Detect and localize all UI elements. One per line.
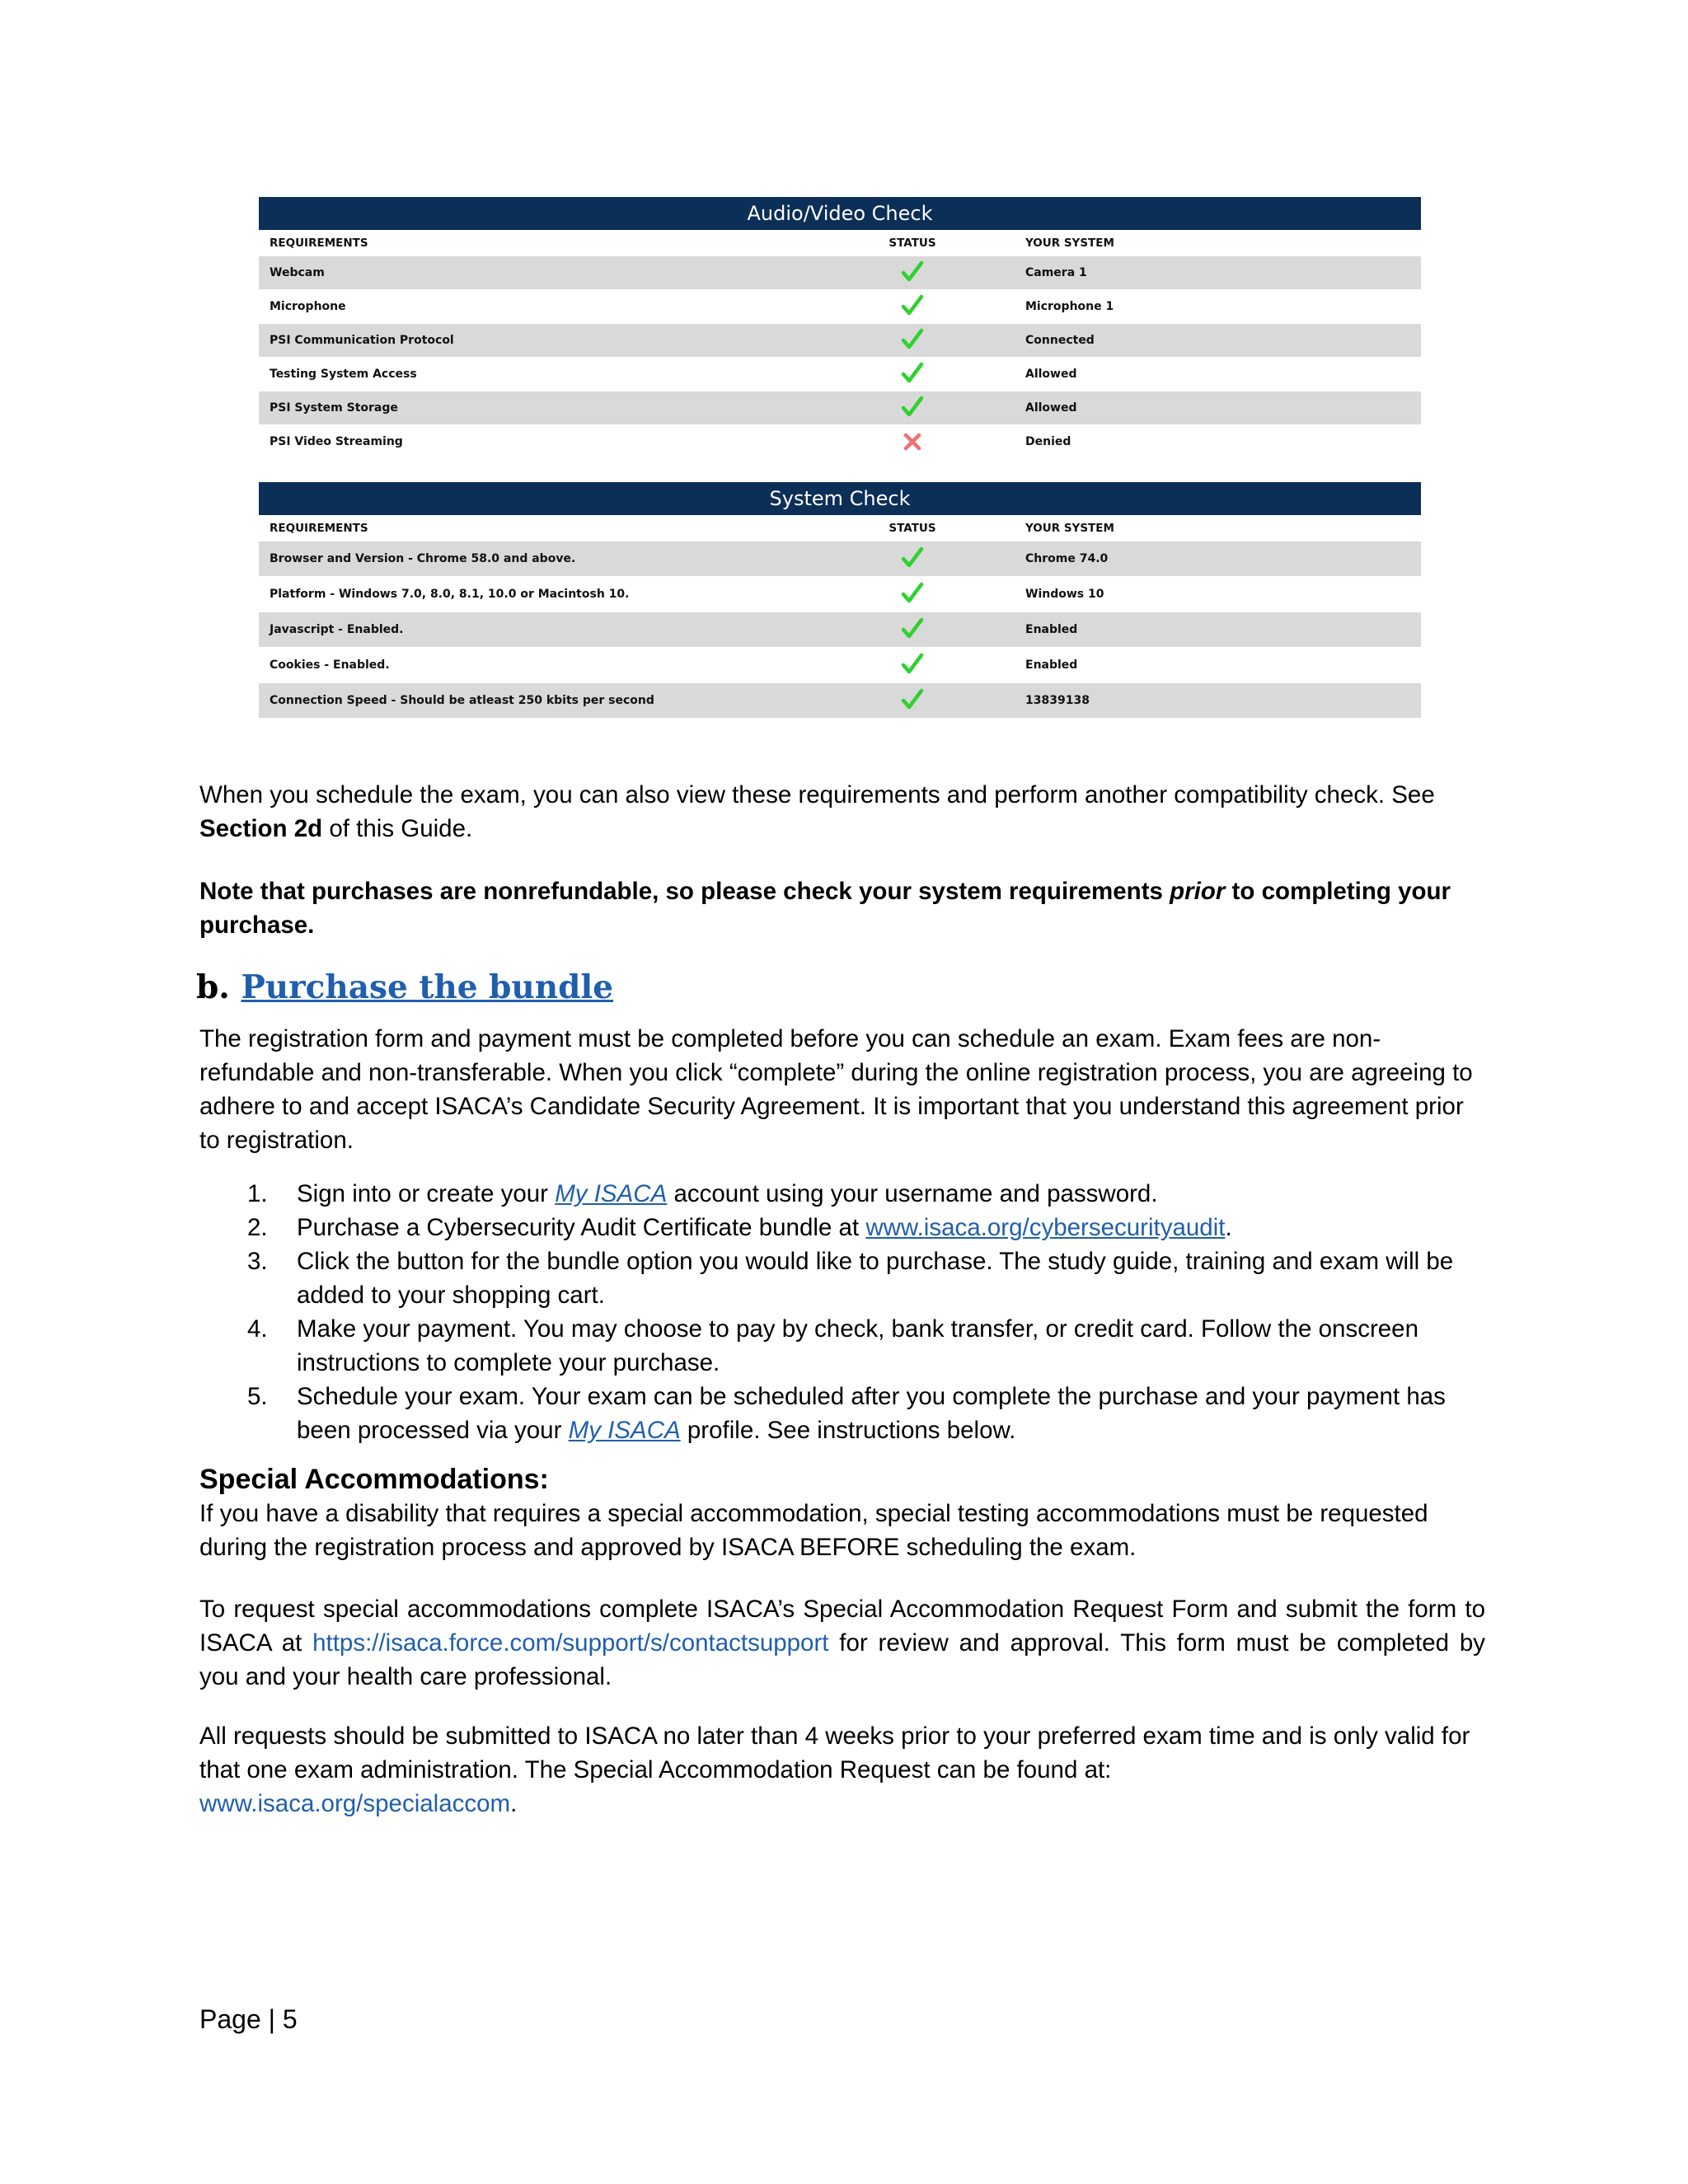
- your-system-cell: Microphone 1: [1025, 300, 1114, 313]
- check-row: [259, 683, 1421, 718]
- checkmark-icon: [898, 581, 926, 606]
- check-row: [259, 541, 1421, 576]
- list-item: [247, 1244, 1492, 1312]
- special-accommodations-paragraph-3: [199, 1719, 1485, 1821]
- checkmark-icon: [898, 293, 926, 318]
- special-accom-link[interactable]: www.isaca.org/specialaccom: [199, 1790, 511, 1817]
- status-cell: [834, 687, 991, 715]
- your-system-cell: Connected: [1025, 334, 1095, 347]
- step-text-part: .: [1225, 1214, 1232, 1241]
- step-number: 5.: [247, 1383, 268, 1410]
- requirement-cell: Microphone: [270, 300, 346, 313]
- contact-support-link[interactable]: https://isaca.force.com/support/s/contactsupport: [312, 1629, 829, 1657]
- step-text-part: Sign into or create your: [297, 1180, 556, 1207]
- section-reference: Section 2d: [199, 815, 323, 842]
- checkmark-icon: [898, 327, 926, 352]
- your-system-cell: Enabled: [1025, 623, 1078, 636]
- system-check-title: System Check: [259, 482, 1421, 515]
- status-cell: [834, 429, 991, 455]
- status-cell: [834, 260, 991, 287]
- step-text: [297, 1211, 1492, 1244]
- requirement-cell: Browser and Version - Chrome 58.0 and above.: [270, 552, 576, 565]
- status-cell: [834, 293, 991, 321]
- requirement-cell: Webcam: [270, 266, 325, 279]
- p2-text-end: for review and approval. This form must be completed by you and your health care professional.: [199, 1629, 1485, 1690]
- special-accommodations-paragraph-2: [199, 1592, 1485, 1694]
- status-cell: [834, 361, 991, 388]
- checkmark-icon: [898, 652, 926, 677]
- check-row: [259, 256, 1421, 289]
- your-system-cell: 13839138: [1025, 694, 1090, 707]
- step-number: 4.: [247, 1315, 268, 1343]
- checkmark-icon: [898, 260, 926, 284]
- requirement-cell: PSI Video Streaming: [270, 435, 403, 448]
- cybersecurity-audit-link[interactable]: www.isaca.org/cybersecurityaudit: [865, 1214, 1226, 1241]
- requirement-cell: PSI System Storage: [270, 401, 398, 415]
- check-row: [259, 324, 1421, 357]
- your-system-cell: Allowed: [1025, 368, 1077, 381]
- checkmark-icon: [898, 546, 926, 570]
- checkmark-icon: [898, 361, 926, 386]
- checkmark-icon: [898, 687, 926, 712]
- requirement-cell: Javascript - Enabled.: [270, 623, 404, 636]
- status-cell: [834, 327, 991, 354]
- step-number: 1.: [247, 1180, 268, 1207]
- list-item: [247, 1312, 1492, 1380]
- note-text-end: to completing your purchase.: [199, 878, 1451, 939]
- intro-text: When you schedule the exam, you can also view these requirements and perform another compatibility check. See: [199, 781, 1435, 808]
- requirement-cell: Cookies - Enabled.: [270, 658, 390, 672]
- audio-video-check-table: [259, 197, 1421, 459]
- p3-text: All requests should be submitted to ISACA no later than 4 weeks prior to your preferred exam time and is only valid for that one exam administration. The Special Accommodation Request can be found at:: [199, 1722, 1470, 1783]
- status-cell: [834, 395, 991, 422]
- step-text: [297, 1380, 1492, 1447]
- step-text-part: account using your username and password.: [667, 1180, 1158, 1207]
- my-isaca-link[interactable]: My ISACA: [568, 1417, 681, 1444]
- intro-text-end: of this Guide.: [322, 815, 473, 842]
- system-check-table: [259, 482, 1421, 719]
- special-accommodations-paragraph-1: If you have a disability that requires a special accommodation, special testing accommodations must be requested during the registration process and approved by ISACA BEFORE scheduling the exam.: [199, 1500, 1428, 1561]
- header-your-system: YOUR SYSTEM: [1025, 522, 1114, 535]
- check-row: [259, 290, 1421, 323]
- section-b-prefix: b.: [196, 968, 230, 1006]
- system-check-rows: [259, 541, 1421, 718]
- requirement-cell: Testing System Access: [270, 368, 417, 381]
- step-text-part: Schedule your exam. Your exam can be scheduled after you complete the purchase and your payment has been processed via your: [297, 1383, 1446, 1444]
- header-requirements: REQUIREMENTS: [270, 237, 368, 250]
- requirement-cell: Connection Speed - Should be atleast 250 kbits per second: [270, 694, 654, 707]
- status-cell: [834, 581, 991, 608]
- step-text-part: Click the button for the bundle option you would like to purchase. The study guide, training and exam will be added to your shopping cart.: [297, 1248, 1454, 1309]
- step-number: 2.: [247, 1214, 268, 1241]
- header-status: STATUS: [889, 237, 936, 250]
- audio-video-check-rows: [259, 256, 1421, 458]
- step-number: 3.: [247, 1248, 268, 1275]
- step-text: [297, 1177, 1492, 1211]
- status-cell: [834, 546, 991, 573]
- nonrefundable-note: [199, 874, 1485, 942]
- section-b-heading: [196, 966, 613, 1009]
- requirement-cell: PSI Communication Protocol: [270, 334, 454, 347]
- step-text-part: profile. See instructions below.: [680, 1417, 1016, 1444]
- check-row: [259, 425, 1421, 458]
- check-row: [259, 391, 1421, 424]
- requirement-cell: Platform - Windows 7.0, 8.0, 8.1, 10.0 or Macintosh 10.: [270, 588, 630, 601]
- header-your-system: YOUR SYSTEM: [1025, 237, 1114, 250]
- list-item: [247, 1177, 1492, 1211]
- p2-text: To request special accommodations complete ISACA’s Special Accommodation Request Form and submit the form to ISACA at: [199, 1596, 1485, 1657]
- note-emphasis: prior: [1170, 878, 1226, 905]
- registration-paragraph: The registration form and payment must be completed before you can schedule an exam. Exam fees are non-refundable and non-transferable. When you click “complete” during the online registration process, you are agreeing to adhere to and accept ISACA’s Candidate Security Agreement. It is important that you understand this agreement prior to registration.: [199, 1025, 1473, 1154]
- header-status: STATUS: [889, 522, 936, 535]
- step-text-part: Purchase a Cybersecurity Audit Certificate bundle at: [297, 1214, 866, 1241]
- system-check-header: [259, 515, 1421, 541]
- intro-paragraph: [199, 778, 1485, 846]
- page-number: Page | 5: [199, 2004, 298, 2034]
- step-text: [297, 1312, 1492, 1380]
- audio-video-check-title: Audio/Video Check: [259, 197, 1421, 230]
- p3-text-end: .: [510, 1790, 518, 1817]
- your-system-cell: Enabled: [1025, 658, 1078, 672]
- check-row: [259, 612, 1421, 647]
- checkmark-icon: [898, 616, 926, 641]
- check-row: [259, 648, 1421, 682]
- step-text: [297, 1244, 1492, 1312]
- your-system-cell: Windows 10: [1025, 588, 1104, 601]
- checkmark-icon: [898, 395, 926, 419]
- purchase-steps-list: [247, 1177, 1492, 1447]
- your-system-cell: Camera 1: [1025, 266, 1087, 279]
- header-requirements: REQUIREMENTS: [270, 522, 368, 535]
- your-system-cell: Allowed: [1025, 401, 1077, 415]
- your-system-cell: Chrome 74.0: [1025, 552, 1109, 565]
- step-text-part: Make your payment. You may choose to pay by check, bank transfer, or credit card. Follow the onscreen instructions to complete your purchase.: [297, 1315, 1418, 1376]
- list-item: [247, 1380, 1492, 1447]
- check-row: [259, 577, 1421, 612]
- check-row: [259, 358, 1421, 391]
- list-item: [247, 1211, 1492, 1244]
- audio-video-check-header: [259, 230, 1421, 256]
- cross-icon: [898, 429, 926, 454]
- purchase-the-bundle-link[interactable]: Purchase the bundle: [241, 968, 614, 1006]
- status-cell: [834, 652, 991, 679]
- your-system-cell: Denied: [1025, 435, 1071, 448]
- status-cell: [834, 616, 991, 644]
- my-isaca-link[interactable]: My ISACA: [555, 1180, 668, 1207]
- note-text: Note that purchases are nonrefundable, so please check your system requirements: [199, 878, 1170, 905]
- special-accommodations-heading: Special Accommodations:: [199, 1464, 549, 1495]
